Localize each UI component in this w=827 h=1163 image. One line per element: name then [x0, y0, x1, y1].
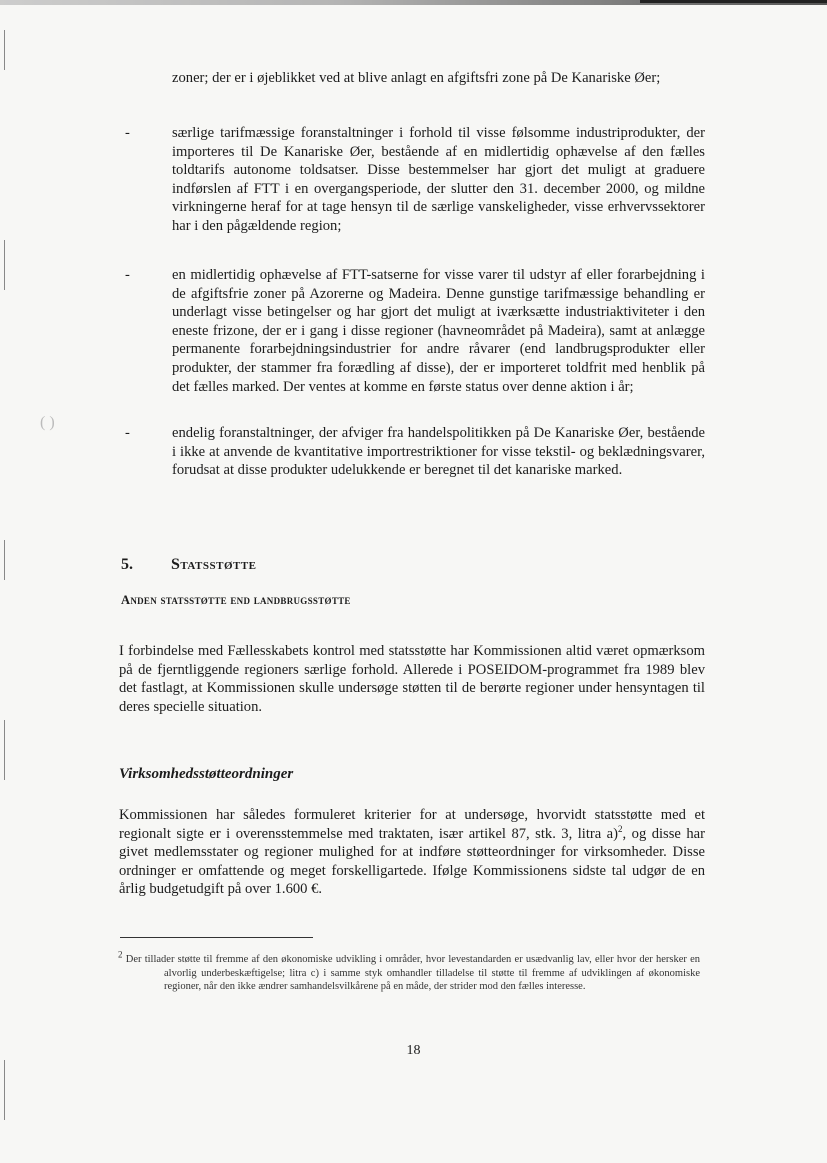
section-title: Statsstøtte: [171, 556, 257, 573]
scan-artifact: ( ): [40, 414, 55, 431]
scan-margin-mark: [4, 30, 5, 70]
scan-top-edge-dark: [640, 0, 827, 3]
bullet-dash: -: [125, 125, 130, 141]
scan-margin-mark: [4, 540, 5, 580]
footnote-rule: [120, 937, 313, 938]
bullet-item: endelig foranstaltninger, der afviger fra handelspolitikken på De Kanariske Øer, bestående i ikke at anvende de kvantitative importrestriktioner for visse tekstil- og beklædningsvarer, forudsat at disse produkter udelukkende er beregnet til det kanariske marked.: [172, 425, 705, 479]
paragraph-text: , og disse har givet medlemsstater og regioner mulighed for at indføre støtteordninger for virksomheder. Disse ordninger er omfattende og meget forskelligartede. Ifølge Kommissionens sidste tal udgør de en årlig budgetudgift på over 1.600 €.: [119, 825, 705, 898]
body-paragraph: I forbindelse med Fællesskabets kontrol med statsstøtte har Kommissionen altid været opmærksom på de fjerntliggende regioners særlige forhold. Allerede i POSEIDOM-programmet fra 1989 blev det fastlagt, at Kommissionen skulle undersøge støtten til de berørte regioner under hensyntagen til deres specielle situation.: [119, 643, 705, 715]
footnote-marker: 2: [118, 949, 123, 960]
footnote: [118, 949, 700, 994]
page-number: 18: [406, 1043, 421, 1058]
bullet-dash: -: [125, 267, 130, 283]
section-heading: [121, 556, 257, 574]
footnote-text: Der tillader støtte til fremme af den økonomiske udvikling i områder, hvor levestandarden er usædvanlig lav, eller hvor der hersker en alvorlig underbeskæftigelse; litra c) i samme styk omhandler tilladelse til støtte til fremme af udviklingen af økonomiske regioner, når den ikke ændrer samhandelsvilkårene på en måde, der strider mod den fælles interesse.: [125, 954, 700, 992]
subheading: Anden statsstøtte end landbrugsstøtte: [121, 593, 351, 607]
footnote-reference[interactable]: 2: [618, 823, 623, 834]
italic-heading: Virksomhedsstøtteordninger: [119, 766, 294, 782]
scan-margin-mark: [4, 720, 5, 780]
bullet-item: særlige tarifmæssige foranstaltninger i forhold til visse følsomme industriprodukter, der importeres til De Kanariske Øer, bestående af en midlertidig ophævelse af den fælles toldtarifs autonome toldsatser. Disse bestemmelser har gjort det muligt at graduere indførslen af FTT i en overgangsperiode, der slutter den 31. december 2000, og mildne virkningerne heraf for at tage hensyn til de særlige vanskeligheder, visse erhvervssektorer har i den pågældende region;: [172, 125, 705, 234]
intro-paragraph: zoner; der er i øjeblikket ved at blive anlagt en afgiftsfri zone på De Kanariske Øer;: [172, 70, 661, 86]
scan-margin-mark: [4, 240, 5, 290]
section-number: 5.: [121, 556, 133, 573]
paragraph-text: Kommissionen har således formuleret kriterier for at undersøge, hvorvidt statsstøtte med et regionalt sigte er i overensstemmelse med traktaten, især artikel 87, stk. 3, litra a): [119, 807, 705, 842]
bullet-item: en midlertidig ophævelse af FTT-satserne for visse varer til udstyr af eller forarbejdning i de afgiftsfrie zoner på Azorerne og Madeira. Denne gunstige tarifmæssige behandling er underlagt visse betingelser og har gjort det muligt at iværksætte industriaktiviteter i den eneste frizone, der er i gang i disse regioner (havneområdet på Madeira), samt at anlægge permanente forarbejdningsindustrier for andre råvarer (end landbrugsprodukter eller produkter, der stammer fra forædling af disse), der er importeret toldfrit med henblik på det fælles marked. Der ventes at komme en første status over denne aktion i år;: [172, 267, 705, 395]
scan-margin-mark: [4, 1060, 5, 1120]
body-paragraph: [119, 806, 705, 899]
bullet-dash: -: [125, 425, 130, 441]
